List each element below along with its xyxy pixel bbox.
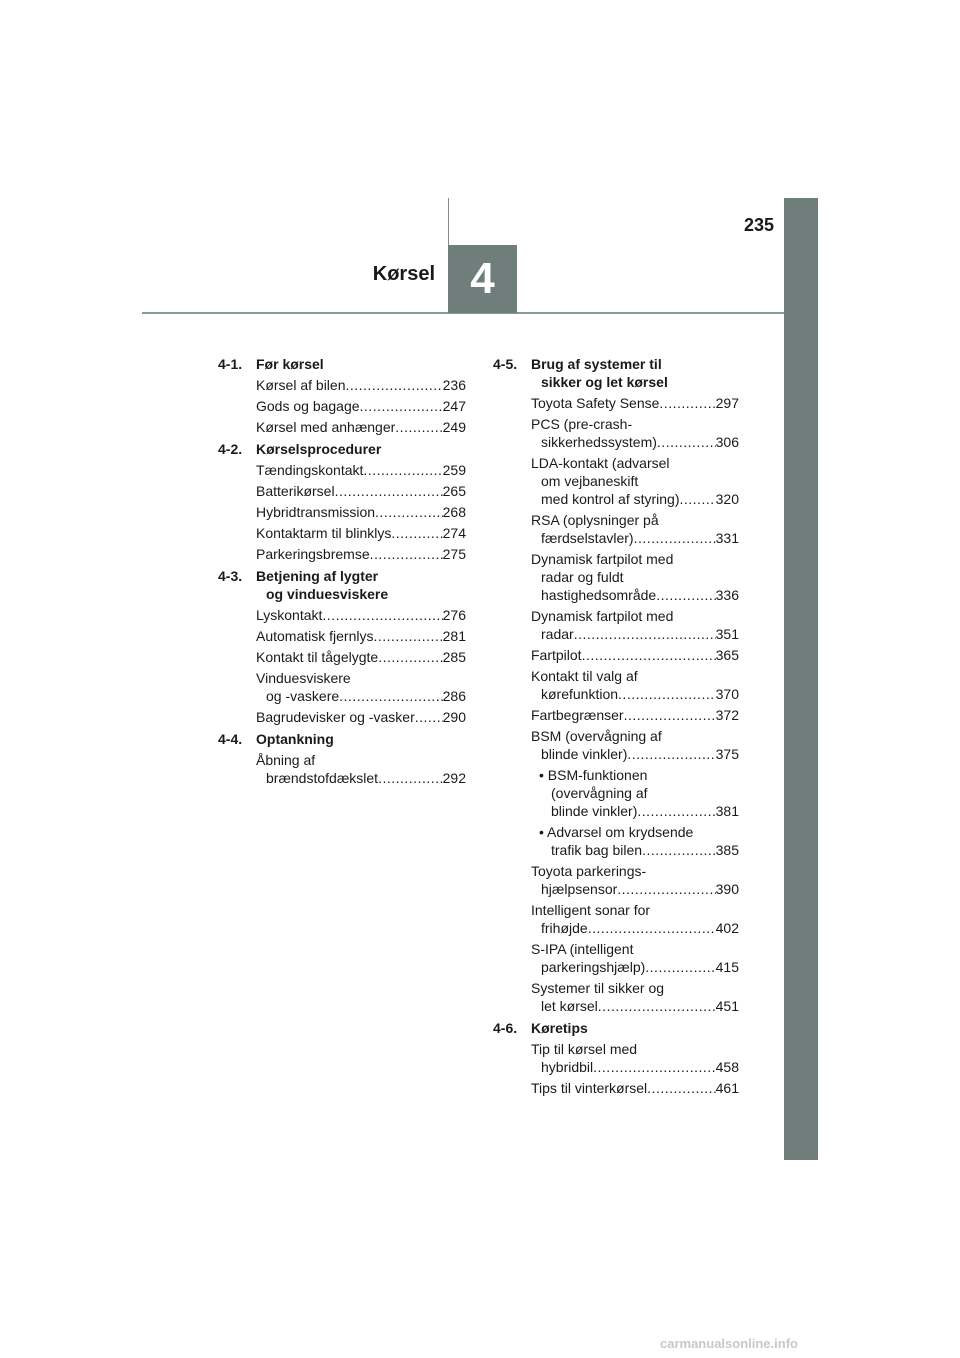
entry-final-line: [256, 708, 466, 726]
entry-text: let kørsel: [541, 998, 598, 1014]
section-title: [256, 355, 466, 373]
entry-final-line: [256, 524, 466, 542]
section-title-line: Brug af systemer til: [531, 356, 662, 372]
section-entries: [218, 376, 466, 436]
entry-final-line: [531, 646, 739, 664]
section-title: [531, 1019, 739, 1037]
entry-final-line: [539, 841, 739, 859]
entry-page-number: 281: [442, 628, 466, 644]
toc-entry[interactable]: [531, 766, 739, 820]
entry-text: trafik bag bilen: [551, 842, 643, 858]
entry-page-number: 390: [715, 881, 739, 897]
section-entries: [493, 1040, 739, 1097]
entry-text: brændstofdækslet: [266, 770, 379, 786]
toc-entry[interactable]: [256, 708, 466, 726]
entry-page-number: 370: [715, 686, 739, 702]
leader-dots: [373, 627, 442, 645]
toc-entry[interactable]: [531, 1040, 739, 1076]
entry-text-line: Vinduesviskere: [256, 670, 351, 686]
entry-final-line: [256, 503, 466, 521]
entry-page-number: 375: [715, 746, 739, 762]
toc-entry[interactable]: [256, 545, 466, 563]
toc-section: [493, 1019, 739, 1097]
toc-entry[interactable]: [531, 550, 739, 604]
leader-dots: [378, 769, 443, 787]
entry-text: Toyota Safety Sense: [531, 395, 660, 411]
entry-final-line: [531, 880, 739, 898]
entry-page-number: 236: [442, 377, 466, 393]
entry-page-number: 320: [715, 491, 739, 507]
section-heading: [493, 355, 739, 391]
leader-dots: [391, 524, 442, 542]
toc-right-column: [493, 355, 739, 1101]
section-heading: [218, 440, 466, 458]
entry-text-line: (overvågning af: [551, 785, 648, 801]
entry-final-line: [531, 529, 739, 547]
entry-page-number: 259: [442, 462, 466, 478]
entry-text-line: PCS (pre-crash-: [531, 416, 633, 432]
section-entries: [218, 751, 466, 787]
entry-text: parkeringshjælp): [541, 959, 646, 975]
toc-entry[interactable]: [531, 667, 739, 703]
toc-entry[interactable]: [256, 524, 466, 542]
section-heading: [218, 355, 466, 373]
entry-text: Fartbegrænser: [531, 707, 624, 723]
entry-final-line: [256, 606, 466, 624]
leader-dots: [363, 461, 442, 479]
leader-dots: [345, 376, 442, 394]
entry-text: Tips til vinterkørsel: [531, 1080, 648, 1096]
section-number: 4-2.: [218, 441, 243, 457]
section-entries: [218, 606, 466, 726]
entry-final-line: [256, 545, 466, 563]
section-number: 4-5.: [493, 356, 518, 372]
chapter-title: Kørsel: [372, 263, 435, 285]
entry-text-line: om vejbaneskift: [541, 473, 639, 489]
toc-entry[interactable]: [256, 606, 466, 624]
leader-dots: [627, 745, 715, 763]
entry-final-line: [531, 706, 739, 724]
section-title-line: Køretips: [531, 1020, 588, 1036]
entry-final-line: [531, 1058, 739, 1076]
leader-dots: [588, 919, 716, 937]
entry-text: hybridbil: [541, 1059, 594, 1075]
toc-entry[interactable]: [531, 454, 739, 508]
leader-dots: [618, 685, 716, 703]
entry-text-line: Tip til kørsel med: [531, 1041, 638, 1057]
toc-left-column: [218, 355, 466, 791]
toc-entry[interactable]: [531, 823, 739, 859]
entry-text-line: BSM (overvågning af: [531, 728, 662, 744]
toc-entry[interactable]: [531, 415, 739, 451]
section-number: 4-1.: [218, 356, 243, 372]
toc-entry[interactable]: [531, 1079, 739, 1097]
leader-dots: [322, 606, 442, 624]
leader-dots: [593, 1058, 716, 1076]
entry-text-line: S-IPA (intelligent: [531, 941, 634, 957]
leader-dots: [360, 397, 443, 415]
toc-entry[interactable]: [531, 394, 739, 412]
entry-text: Kørsel med anhænger: [256, 419, 396, 435]
entry-final-line: [531, 958, 739, 976]
entry-page-number: 451: [715, 998, 739, 1014]
entry-final-line: [531, 685, 739, 703]
entry-page-number: 351: [715, 626, 739, 642]
toc-entry[interactable]: [256, 482, 466, 500]
leader-dots: [375, 503, 443, 521]
entry-text-line: RSA (oplysninger på: [531, 512, 659, 528]
leader-dots: [598, 997, 716, 1015]
entry-page-number: 265: [442, 483, 466, 499]
entry-page-number: 331: [715, 530, 739, 546]
entry-text: og -vaskere: [266, 688, 340, 704]
entry-page-number: 365: [715, 647, 739, 663]
entry-page-number: 381: [715, 803, 739, 819]
entry-final-line: [531, 394, 739, 412]
entry-page-number: 297: [715, 395, 739, 411]
entry-page-number: 306: [715, 434, 739, 450]
leader-dots: [378, 648, 442, 666]
entry-final-line: [256, 376, 466, 394]
entry-final-line: [256, 769, 466, 787]
entry-text: Batterikørsel: [256, 483, 335, 499]
entry-text: sikkerhedssystem): [541, 434, 657, 450]
leader-dots: [637, 802, 715, 820]
toc-entry[interactable]: [531, 940, 739, 976]
entry-text: Parkeringsbremse: [256, 546, 370, 562]
entry-final-line: [531, 625, 739, 643]
section-entries: [218, 461, 466, 563]
entry-text: med kontrol af styring): [541, 491, 680, 507]
section-title-line: Kørselsprocedurer: [256, 441, 382, 457]
entry-final-line: [539, 802, 739, 820]
entry-page-number: 292: [442, 770, 466, 786]
section-title: [256, 440, 466, 458]
toc-entry[interactable]: [531, 646, 739, 664]
toc-entry[interactable]: [531, 706, 739, 724]
toc-section: [218, 567, 466, 726]
page-number: 235: [743, 215, 774, 235]
entry-page-number: 415: [715, 959, 739, 975]
section-title-line: Før kørsel: [256, 356, 324, 372]
entry-text: blinde vinkler): [541, 746, 628, 762]
chapter-sidebar-tab: [784, 198, 818, 1160]
toc-entry[interactable]: [531, 607, 739, 643]
section-title: [531, 355, 739, 391]
entry-page-number: 372: [715, 707, 739, 723]
entry-text: hastighedsområde: [541, 587, 657, 603]
toc-entry[interactable]: [256, 648, 466, 666]
section-title-line: sikker og let kørsel: [541, 374, 668, 390]
entry-page-number: 249: [442, 419, 466, 435]
entry-page-number: 285: [442, 649, 466, 665]
entry-page-number: 275: [442, 546, 466, 562]
entry-final-line: [531, 490, 739, 508]
toc-entry[interactable]: [531, 727, 739, 763]
entry-text-line: Toyota parkerings-: [531, 863, 647, 879]
toc-entry[interactable]: [531, 862, 739, 898]
footer-watermark: carmanualsonline.info: [660, 1336, 798, 1351]
entry-page-number: 247: [442, 398, 466, 414]
entry-final-line: [531, 745, 739, 763]
entry-text-line: Dynamisk fartpilot med: [531, 608, 674, 624]
entry-text: Automatisk fjernlys: [256, 628, 374, 644]
leader-dots: [657, 433, 716, 451]
entry-text: blinde vinkler): [551, 803, 638, 819]
entry-text: radar: [541, 626, 574, 642]
leader-dots: [624, 706, 716, 724]
entry-final-line: [256, 418, 466, 436]
leader-dots: [335, 482, 443, 500]
toc-entry[interactable]: [531, 901, 739, 937]
toc-entry[interactable]: [531, 511, 739, 547]
section-title-line: Optankning: [256, 731, 334, 747]
section-number: 4-3.: [218, 568, 243, 584]
entry-final-line: [256, 627, 466, 645]
entry-text-line: • BSM-funktionen: [539, 767, 648, 783]
entry-text-line: LDA-kontakt (advarsel: [531, 455, 670, 471]
entry-text: Gods og bagage: [256, 398, 360, 414]
entry-text-line: Åbning af: [256, 752, 316, 768]
section-heading: [218, 730, 466, 748]
entry-page-number: 274: [442, 525, 466, 541]
chapter-number-box: 4: [448, 245, 517, 313]
leader-dots: [656, 586, 715, 604]
toc-entry[interactable]: [256, 669, 466, 705]
leader-dots: [582, 646, 716, 664]
entry-page-number: 268: [442, 504, 466, 520]
leader-dots: [339, 687, 442, 705]
entry-final-line: [256, 687, 466, 705]
entry-text-line: radar og fuldt: [541, 569, 624, 585]
entry-text-line: Dynamisk fartpilot med: [531, 551, 674, 567]
section-number: 4-4.: [218, 731, 243, 747]
entry-final-line: [256, 461, 466, 479]
entry-text: Lyskontakt: [256, 607, 323, 623]
header-vertical-rule: [448, 198, 449, 246]
leader-dots: [659, 394, 715, 412]
entry-text: Hybridtransmission: [256, 504, 376, 520]
entry-text: Bagrudevisker og -vasker: [256, 709, 415, 725]
toc-section: [493, 355, 739, 1015]
entry-page-number: 290: [442, 709, 466, 725]
entry-final-line: [531, 997, 739, 1015]
leader-dots: [634, 529, 716, 547]
toc-entry[interactable]: [256, 397, 466, 415]
leader-dots: [647, 1079, 715, 1097]
entry-final-line: [531, 586, 739, 604]
entry-final-line: [531, 1079, 739, 1097]
entry-final-line: [256, 397, 466, 415]
entry-text: frihøjde: [541, 920, 588, 936]
entry-text: hjælpsensor: [541, 881, 618, 897]
entry-page-number: 385: [715, 842, 739, 858]
entry-text: kørefunktion: [541, 686, 619, 702]
entry-page-number: 402: [715, 920, 739, 936]
toc-section: [218, 440, 466, 563]
toc-entry[interactable]: [256, 751, 466, 787]
section-title-line: Betjening af lygter: [256, 568, 379, 584]
toc-entry[interactable]: [256, 627, 466, 645]
leader-dots: [574, 625, 716, 643]
entry-text-line: Intelligent sonar for: [531, 902, 651, 918]
entry-text-line: Kontakt til valg af: [531, 668, 638, 684]
entry-final-line: [531, 919, 739, 937]
section-entries: [493, 394, 739, 1015]
toc-section: [218, 730, 466, 787]
entry-page-number: 336: [715, 587, 739, 603]
toc-entry[interactable]: [256, 503, 466, 521]
section-title-line: og vinduesviskere: [266, 586, 389, 602]
section-title: [256, 730, 466, 748]
section-number: 4-6.: [493, 1020, 518, 1036]
leader-dots: [642, 841, 716, 859]
entry-page-number: 286: [442, 688, 466, 704]
leader-dots: [680, 490, 716, 508]
entry-text: færdselstavler): [541, 530, 634, 546]
entry-final-line: [256, 648, 466, 666]
section-heading: [218, 567, 466, 603]
entry-text: Kørsel af bilen: [256, 377, 346, 393]
entry-final-line: [256, 482, 466, 500]
entry-text: Kontakt til tågelygte: [256, 649, 379, 665]
leader-dots: [415, 708, 443, 726]
entry-page-number: 461: [715, 1080, 739, 1096]
leader-dots: [617, 880, 715, 898]
leader-dots: [645, 958, 715, 976]
toc-entry[interactable]: [256, 376, 466, 394]
section-heading: [493, 1019, 739, 1037]
entry-page-number: 458: [715, 1059, 739, 1075]
toc-entry[interactable]: [256, 461, 466, 479]
entry-text: Kontaktarm til blinklys: [256, 525, 392, 541]
toc-entry[interactable]: [531, 979, 739, 1015]
toc-entry[interactable]: [256, 418, 466, 436]
leader-dots: [395, 418, 442, 436]
section-title: [256, 567, 466, 603]
leader-dots: [370, 545, 443, 563]
toc-section: [218, 355, 466, 436]
entry-page-number: 276: [442, 607, 466, 623]
entry-text-line: Systemer til sikker og: [531, 980, 665, 996]
entry-final-line: [531, 433, 739, 451]
entry-text-line: • Advarsel om krydsende: [539, 824, 694, 840]
entry-text: Fartpilot: [531, 647, 582, 663]
entry-text: Tændingskontakt: [256, 462, 364, 478]
